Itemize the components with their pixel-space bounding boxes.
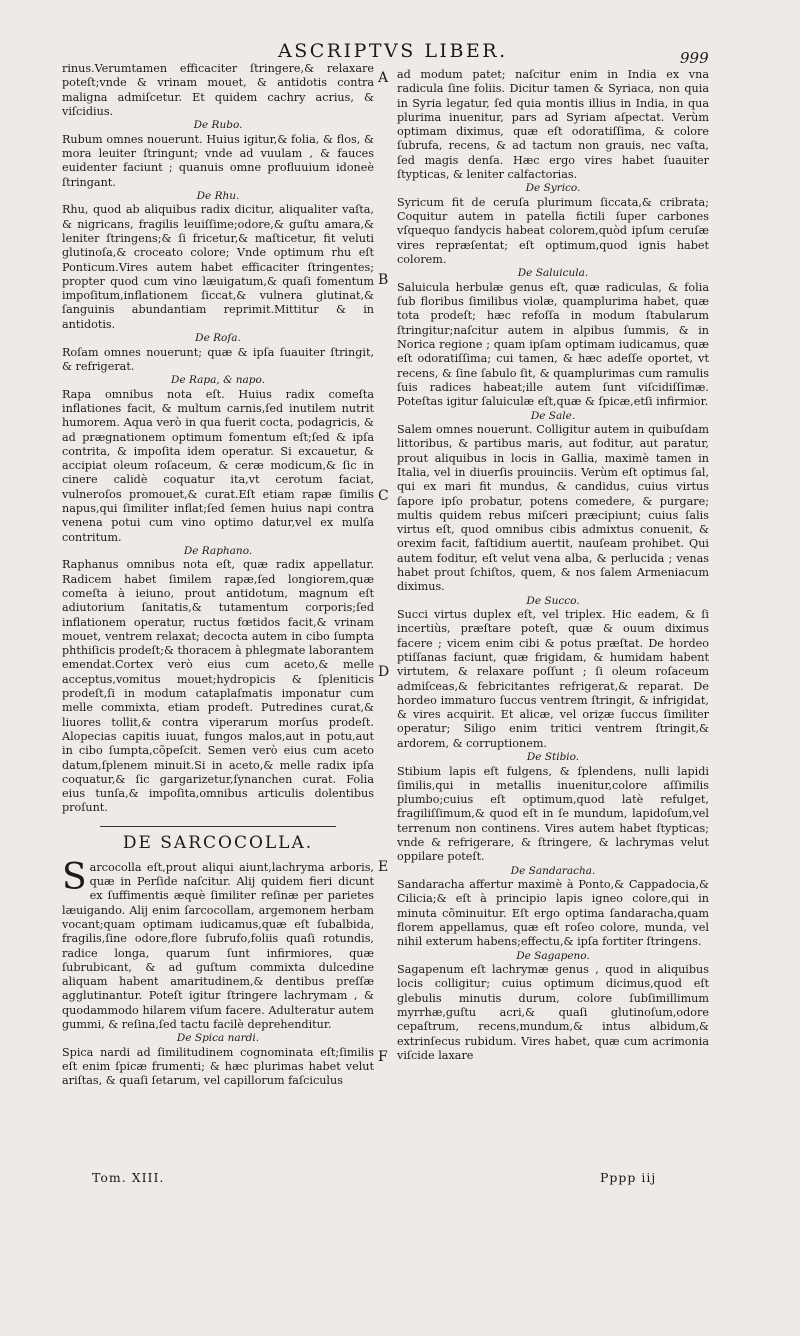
entry-heading: De Sagapeno. [516,949,590,962]
paragraph-sarcocolla [62,856,374,1033]
paragraph: Roſam omnes nouerunt; quæ & ipſa ſuauiter ſtringit, & refrigerat. [62,345,374,373]
section-rule [100,826,336,827]
paragraph: Succi virtus duplex eſt, vel triplex. Hic eadem, & ſi incertiùs, præſtare poteſt, quæ & ouum diximus facere ; vicem enim cibi & potus præſtat. De hordeo ptiſſanas faciunt, quæ frigidam, & humidam habent virtutem, & relaxare poſſunt ; ſi oleum roſaceum admiſceas,& febricitantes refrigerat,& reparat. De hordeo immaturo ſuccus ventrem ſtringit, & infrigidat, & vires acquirit. Et alicæ, vel oriẓæ ſuccus ſimiliter operatur; Siligo enim tritici ventrem ſtringit,& ardorem, & corruptionem. [397,608,709,750]
margin-letter-d: D [378,664,390,680]
entry-heading: De Sandaracha. [510,864,596,877]
running-head: ASCRIPTVS LIBER. [278,40,508,62]
paragraph: Saluicula herbulæ genus eſt, quæ radiculas, & folia ſub floribus ſimilibus violæ, quamplurima habet, quæ tota prodeſt; hæc refoſſa in modum ſtabularum ſtringitur;naſcitur autem in alpibus ſummis, & in Norica regione ; quam ipſam optimam iudicamus, quæ eſt odoratiſſima; cui tamen, & hæc adeſſe oportet, vt recens, & ſine ſabulo ſit, & quamplurimas cum ramulis ſuis radices habeat;ille autem ſunt viſcidiſſimæ. Poteſtas igitur ſaluiculæ eſt,quæ & ſpicæ,etſi infirmior. [397,280,709,409]
entry-heading: De Syrico. [525,182,581,195]
paragraph: Syricum fit de ceruſa plurimum ſiccata,& cribrata; Coquitur autem in patella fictili ſuper carbones vſquequo ſandycis habeat colorem,quòd ipſum ceruſæ vires repræſentat; eſt optimum,quod ignis habet colorem. [397,195,709,267]
right-column [397,68,709,1063]
paragraph: Rubum omnes nouerunt. Huius igitur,& folia, & flos, & mora leuiter ſtringunt; vnde ad vuulam , & fauces euidenter faciunt ; quanuis omne profluuium idoneè ſtringant. [62,132,374,189]
paragraph: Raphanus omnibus nota eſt, quæ radix appellatur. Radicem habet ſimilem rapæ,ſed longiorem,quæ comeſta à ieiuno, prout antidotum, magnum eſt adiutorium ſanitatis,& tutamentum corporis;ſed inflationem operatur, ructus fœtidos facit,& vrinam mouet, ventrem relaxat; decocta autem in cibo ſumpta phthiſicis prodeſt;& thoracem à phlegmate laborantem emendat.Cortex verò eius cum aceto,& melle acceptus,vomitus mouet;hydropicis & ſpleniticis prodeſt,ſi in modum cataplaſmatis imponatur cum melle commixta, etiam prodeſt. Putredines curat,& liuores tollit,& contra viperarum morſus prodeſt. Alopecias capitis iuuat, fungos malos,aut in potu,aut in cibo ſumpta,cõpeſcit. Semen verò eius cum aceto datum,ſplenem minuit.Si in aceto,& melle radix ipſa coquatur,& ſic gargarizetur,ſynanchen curat. Folia eius tunſa,& impoſita,omnibus articulis dolentibus proſunt. [62,558,374,815]
paragraph-text: arcocolla eſt,prout aliqui aiunt,lachryma arboris, quæ in Perſide naſcitur. Alij quidem fieri dicunt ex ſuffimentis æquè ſimiliter reſinæ per parietes læuigando. Alij enim ſarcocollam, argemonem herbam vocant;quam optimam iudicamus,quæ eſt ſubalbida, fragilis,ſine odore,flore ſubrufo,foliis quaſi rotundis, radice longa, quarum ſunt infirmiores, quæ ſubrubicant, & ad guſtum commixta dulcedine aliquam habent amaritudinem,& dentibus preſſæ agglutinantur. Poteſt igitur ſtringere lachrymam , & quodammodo hilarem viſum facere. Adulteratur autem gummi, & reſina,ſed tactu facilè deprehenditur. [62,860,374,1032]
entry-heading: De Spica nardi. [176,1032,260,1045]
paragraph: Rapa omnibus nota eſt. Huius radix comeſta inflationes facit, & multum carnis,ſed inutilem nutrit humorem. Aqua verò in qua fuerit cocta, podagricis, & ad prægnationem optimum fomentum eſt;ſed & ipſa contrita, & impoſita idem operatur. Si excauetur, & accipiat oleum roſaceum, & ceræ modicum,& ſic in cinere calidè coquatur ita,vt cerotum faciat, vulneroſos promouet,& curat.Eſt etiam rapæ ſimilis napus,qui ſimiliter inflat;ſed ſemen huius napi contra venena potui cum vino optimo datur,vel ex mulſa contritum. [62,387,374,544]
page-number: 999 [680,49,709,67]
paragraph: Stibium lapis eſt fulgens, & ſplendens, nulli lapidi ſimilis,qui in metallis inuenitur,colore aſſimilis plumbo;cuius eſt optimum,quod latè refulget, fragiliſſimum,& quod eſt in ſe mundum, lapidoſum,vel terrenum non continens. Vires autem habet ſtypticas; vnde & refrigerare, & ſtringere, & lachrymas velut oppilare poteſt. [397,764,709,864]
margin-letter-c: C [378,488,389,504]
signature-mark: Pppp iij [600,1170,657,1185]
paragraph: ad modum patet; naſcitur enim in India ex vna radicula ſine foliis. Dicitur tamen & Syriaca, non quia in Syria legatur, ſed quia montis illius in India, in qua plurima inuenitur, pars ad Syriam aſpectat. Verùm optimam diximus, quæ eſt odoratiſſima, & colore ſubrufa, recens, & ad tactum non grauis, nec vaſta, ſed magis denſa. Hæc ergo vires habet ſuauiter ſtypticas, & leniter calfactorias. [397,68,709,182]
entry-heading: De Rubo. [193,119,243,132]
entry-heading: De Rapa, & napo. [171,374,265,387]
entry-heading: De Stibio. [526,751,580,764]
section-title: DE SARCOCOLLA. [122,832,314,853]
left-column [62,62,374,1089]
entry-heading: De Sale. [530,409,576,422]
paragraph: rinus.Verumtamen efficaciter ſtringere,& relaxare poteſt;vnde & vrinam mouet, & antidotis contra maligna admiſcetur. Et quidem cachry acrius, & viſcidius. [62,62,374,118]
paragraph: Spica nardi ad ſimilitudinem cognominata eſt;ſimilis eſt enim ſpicæ frumenti; & hæc plurimas habet velut ariſtas, & quaſi ſetarum, vel capillorum faſciculus [62,1045,374,1088]
paragraph: Sagapenum eſt lachrymæ genus , quod in aliquibus locis colligitur; cuius optimum dicimus,quod eſt glebulis minutis durum, colore ſubſimillimum myrrhæ,guſtu acri,& quaſi glutinoſum,odore cepaſtrum, recens,mundum,& intus albidum,& extrinſecus rubidum. Vires habet, quæ cum acrimonia viſcide laxare [397,963,709,1062]
margin-letter-f: F [378,1049,388,1065]
entry-heading: De Saluicula. [517,267,589,280]
entry-heading: De Succo. [526,594,580,607]
margin-letter-b: B [378,272,389,288]
paragraph: Salem omnes nouerunt. Colligitur autem in quibuſdam littoribus, & partibus maris, aut foditur, aut paratur, prout aliquibus in locis in Gallia, maximè tamen in Italia, vel in diuerſis prouinciis. Verùm eſt optimus ſal, qui ex mari fit mundus, & candidus, cuius virtus ſapore ipſo probatur, potens comedere, & purgare; multis quidem rebus miſceri præcipiunt; cuius ſalis virtus eſt, quod omnibus cibis admixtus conuenit, & orexim facit, faſtidium auertit, nauſeam prohibet. Qui autem foditur, eſt velut vena alba, & perlucida ; venas habet prout ſchiſtos, quem, & nos ſalem Armeniacum diximus. [397,423,709,594]
drop-cap: S [62,856,87,898]
margin-letter-e: E [378,859,389,875]
entry-heading: De Raphano. [183,544,253,557]
paragraph: Sandaracha affertur maximè à Ponto,& Cappadocia,& Cilicia;& eſt à principio lapis igneo colore,qui in minuta cõminuitur. Eſt ergo optima ſandaracha,quam florem appellamus, quæ eſt roſeo colore, munda, vel nihil exterum habens;effectu,& ipſa fortiter ſtringens. [397,878,709,949]
paragraph: Rhu, quod ab aliquibus radix dicitur, aliqualiter vaſta, & nigricans, fragilis leuiſſime;odore,& guſtu amara,& leniter ſtringens;& ſi fricetur,& maſticetur, fit veluti glutinoſa,& croceato colore; Vnde optimum rhu eſt Ponticum.Vires autem habet efficaciter ſtringentes; propter quod cum vino læuigatum,& quaſi fomentum impoſitum,inflationem ſiccat,& vulnera glutinat,& ſanguinis abundantiam reprimit.Mittitur & in antidotis. [62,203,374,331]
entry-heading: De Rhu. [196,189,240,202]
margin-letter-a: A [378,70,389,86]
volume-label: Tom. XIII. [92,1170,165,1185]
entry-heading: De Roſa. [195,332,241,345]
